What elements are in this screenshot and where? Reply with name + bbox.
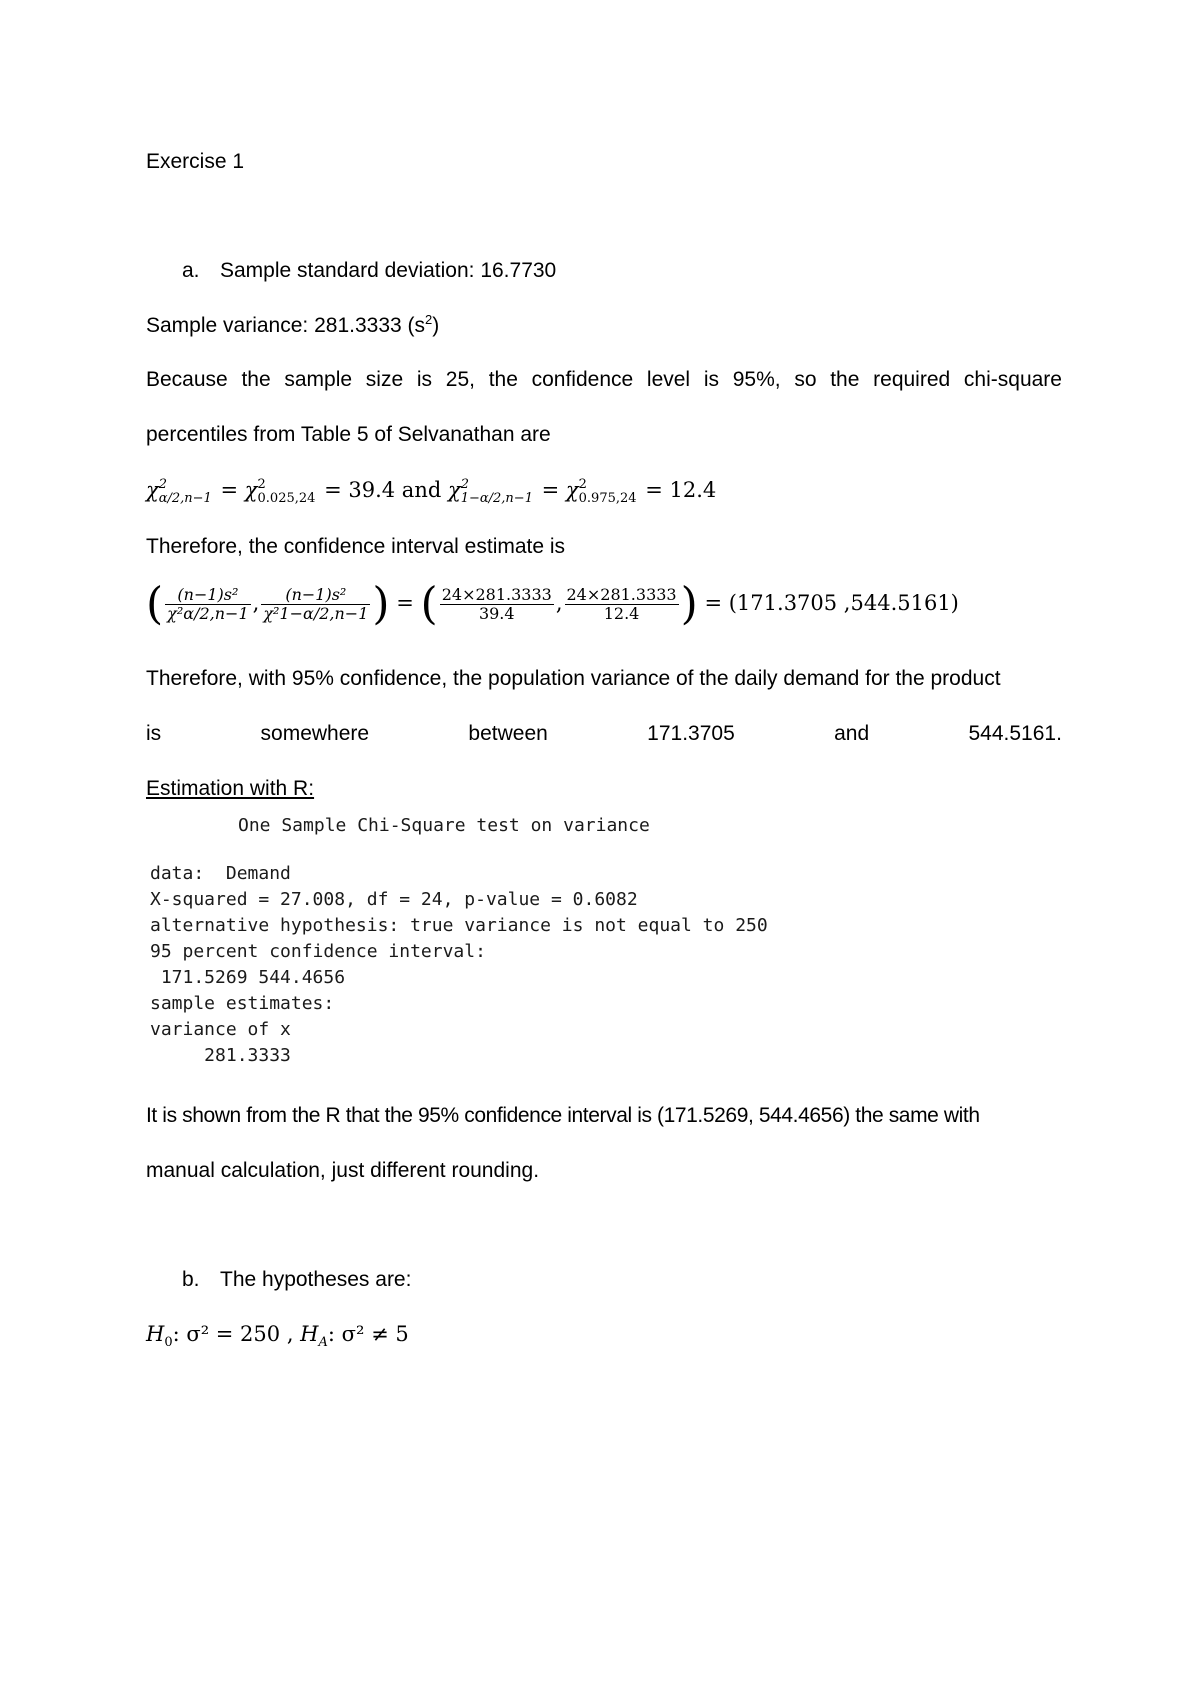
because-line-2: percentiles from Table 5 of Selvanathan are [146,423,551,446]
r-output-title: One Sample Chi-Square test on variance [238,815,650,836]
chi-index-4: 2 0.975,24 [578,476,637,506]
r-output-line: data: Demand [150,863,291,884]
word: the [241,368,271,391]
word: chi-square [963,368,1062,391]
variance-close: ) [432,314,440,337]
r-output-line: X-squared = 27.008, df = 24, p-value = 0.6082 [150,889,638,910]
fraction-1: $\frac{\text{(n−1)s²}}{\text{χ²α/2,n−1}}$ [167,585,249,623]
chi-symbol: χ [146,478,159,502]
word: somewhere [260,722,370,745]
h0-sub: 0 [164,1335,173,1351]
word: is [703,368,719,391]
fraction-2: $\frac{\text{(n−1)s²}}{\text{χ²1−α/2,n−1}}$ [263,585,369,623]
comma: , [555,591,563,615]
word: confidence [531,368,634,391]
ci-result: = (171.3705 ,544.5161) [704,591,959,615]
chi-index-2: 2 0.025,24 [257,476,316,506]
conclusion-line-2 [146,720,1062,748]
close-paren: ) [372,578,390,630]
r-comment-line-1: It is shown from the R that the 95% confidence interval is (171.5269, 544.4656) the same with [146,1104,980,1127]
value-12-4: = 12.4 [638,478,717,502]
h0-rest: : σ² = 250 , [172,1322,301,1346]
h0-symbol: H [146,1322,165,1346]
word: 544.5161. [968,722,1062,745]
r-heading [146,775,1062,803]
word: 95%, [732,368,781,391]
r-output-line: variance of x [150,1019,291,1040]
word: so [794,368,817,391]
part-b-label: b. [182,1268,200,1291]
ci-formula [146,578,1062,628]
word: required [873,368,951,391]
word: the [488,368,518,391]
ha-rest: : σ² ≠ 5 [327,1322,409,1346]
chi-index-3: 2 1−α/2,n−1 [460,476,533,506]
variance-sup: 2 [425,312,433,327]
r-output-line: sample estimates: [150,993,335,1014]
open-paren: ( [420,578,438,630]
conclusion-line-1: Therefore, with 95% confidence, the population variance of the daily demand for the product [146,667,1001,690]
chi-index-1: 2 α/2,n−1 [158,476,212,506]
word: Because [146,368,228,391]
therefore-ci: Therefore, the confidence interval estimate is [146,535,566,558]
variance-line [146,312,1062,340]
ha-symbol: H [300,1322,319,1346]
value-39-4: = 39.4 and [317,478,448,502]
word: the [830,368,860,391]
word: 171.3705 [647,722,735,745]
word: sample [284,368,353,391]
exercise-title: Exercise 1 [146,150,245,173]
word: size [365,368,404,391]
r-output-line: alternative hypothesis: true variance is not equal to 250 [150,915,768,936]
chi-symbol: χ [244,478,258,502]
equals: = [534,478,566,502]
chi-symbol: χ [565,478,579,502]
open-paren: ( [146,578,164,630]
equals: = [396,591,414,615]
r-heading-text: Estimation with R: [146,777,315,800]
hypotheses-equation [146,1320,1062,1351]
r-output-line: 281.3333 [150,1045,291,1066]
close-paren: ) [680,578,698,630]
variance-text: Sample variance: 281.3333 (s [146,314,425,337]
r-output-line: 95 percent confidence interval: [150,941,486,962]
word: level [646,368,691,391]
chi-square-equation [146,472,1062,508]
because-line-1 [146,366,1062,394]
word: is [416,368,433,391]
comma: , [252,591,260,615]
word: 25, [445,368,475,391]
part-b-text: The hypotheses are: [220,1268,412,1291]
sd-text: Sample standard deviation: 16.7730 [220,259,557,282]
ha-sub: A [318,1335,328,1351]
r-output-line: 171.5269 544.4656 [150,967,346,988]
word: and [834,722,870,745]
chi-symbol: χ [447,478,461,502]
word: is [146,722,162,745]
word: between [468,722,548,745]
equals: = [213,478,245,502]
part-b-intro [182,1266,1098,1294]
fraction-3: $\frac{24\times 281.3333}{39.4}$ [441,585,552,623]
r-comment-line-2: manual calculation, just different rounding. [146,1159,540,1182]
part-a-sd [182,257,1098,285]
fraction-4: $\frac{24\times 281.3333}{12.4}$ [566,585,677,623]
part-a-label: a. [182,259,200,282]
